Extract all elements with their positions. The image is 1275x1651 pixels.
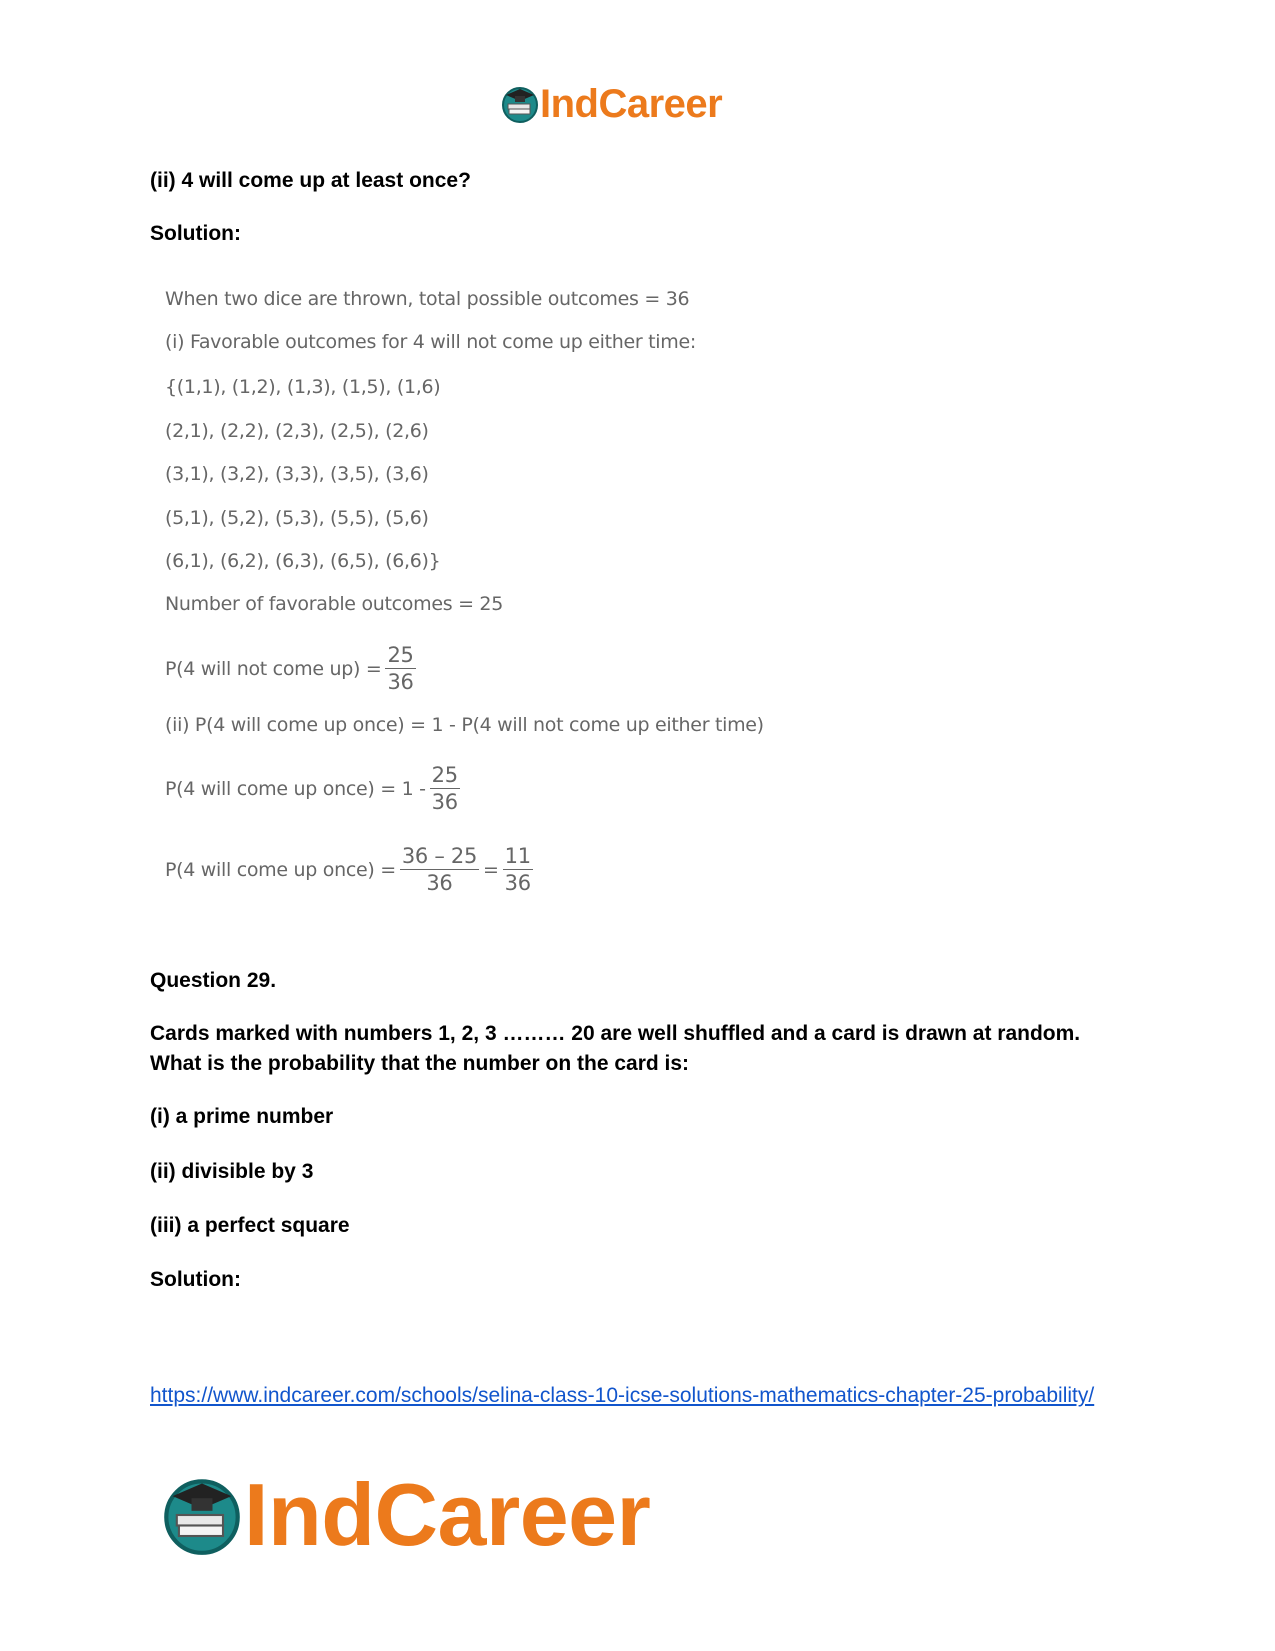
fraction-denominator: 36 bbox=[387, 670, 414, 694]
equation-label: P(4 will come up once) = bbox=[165, 858, 396, 881]
logo-wordmark: IndCareer bbox=[540, 82, 723, 126]
fraction-denominator: 36 bbox=[504, 871, 531, 895]
header-logo bbox=[500, 80, 780, 128]
outcome-row: (6,1), (6,2), (6,3), (6,5), (6,6)} bbox=[165, 550, 441, 572]
part-ii-equation: (ii) P(4 will come up once) = 1 - P(4 will not come up either time) bbox=[165, 714, 764, 736]
footer-logo bbox=[160, 1465, 700, 1564]
fraction-numerator: 11 bbox=[504, 844, 531, 868]
graduation-cap-globe-icon bbox=[160, 1473, 244, 1557]
fraction bbox=[400, 843, 479, 896]
outcome-row: (2,1), (2,2), (2,3), (2,5), (2,6) bbox=[165, 420, 429, 442]
favorable-count: Number of favorable outcomes = 25 bbox=[165, 593, 504, 615]
fraction-numerator: 25 bbox=[387, 643, 414, 667]
solution-line-total: When two dice are thrown, total possible outcomes = 36 bbox=[165, 288, 690, 310]
question-part-ii: (ii) 4 will come up at least once? bbox=[150, 169, 471, 192]
outcome-row: (5,1), (5,2), (5,3), (5,5), (5,6) bbox=[165, 507, 429, 529]
fraction-numerator: 25 bbox=[431, 763, 458, 787]
logo-wordmark: IndCareer bbox=[244, 1465, 651, 1564]
fraction bbox=[430, 762, 460, 815]
p-come-up-once-equation-1 bbox=[165, 762, 464, 815]
equals-sign: = bbox=[483, 858, 499, 881]
equation-label: P(4 will come up once) = 1 - bbox=[165, 777, 426, 800]
question-title: Question 29. bbox=[150, 969, 277, 992]
fraction-denominator: 36 bbox=[426, 871, 453, 895]
fraction-denominator: 36 bbox=[431, 790, 458, 814]
outcome-row: {(1,1), (1,2), (1,3), (1,5), (1,6) bbox=[165, 376, 441, 398]
equation-label: P(4 will not come up) = bbox=[165, 657, 382, 680]
solution-line-favorable-heading: (i) Favorable outcomes for 4 will not come up either time: bbox=[165, 331, 696, 353]
fraction bbox=[503, 843, 533, 896]
solution-label: Solution: bbox=[150, 222, 241, 245]
source-url-link[interactable]: https://www.indcareer.com/schools/selina-class-10-icse-solutions-mathematics-chapter-25-probability/ bbox=[150, 1384, 1095, 1407]
fraction bbox=[385, 642, 415, 695]
p-come-up-once-equation-2 bbox=[165, 843, 537, 896]
graduation-cap-globe-icon bbox=[500, 84, 540, 124]
solution-label: Solution: bbox=[150, 1268, 241, 1291]
question-text: Cards marked with numbers 1, 2, 3 ……… 20 are well shuffled and a card is drawn at random. What is the probability that the number on the card is: bbox=[150, 1022, 1081, 1075]
fraction-numerator: 36 – 25 bbox=[401, 844, 478, 868]
question-part: (iii) a perfect square bbox=[150, 1214, 350, 1237]
p-not-come-up-equation bbox=[165, 642, 420, 695]
question-part: (ii) divisible by 3 bbox=[150, 1160, 314, 1183]
outcome-row: (3,1), (3,2), (3,3), (3,5), (3,6) bbox=[165, 463, 429, 485]
question-part: (i) a prime number bbox=[150, 1105, 334, 1128]
